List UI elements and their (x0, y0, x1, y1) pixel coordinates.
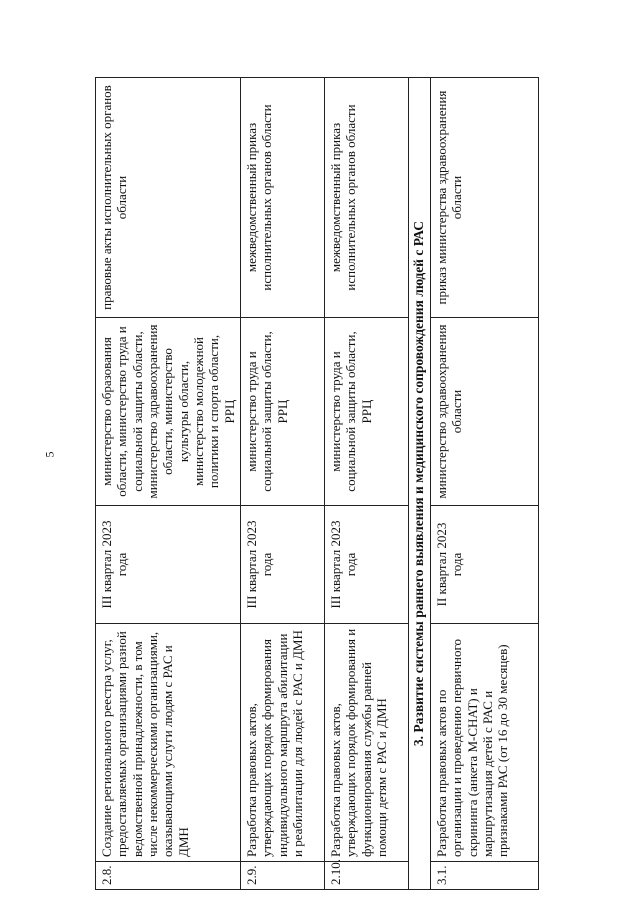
task-cell: Разработка правовых актов по организации и проведению первичного скрининга (анкета M-CHAT) и маршрутизация детей с РАС и признаками РАС (от 16 до 30 месяцев) (430, 624, 538, 862)
landscape-table-wrapper (95, 78, 539, 890)
document-cell: межведомственный приказ исполнительных органов области (324, 78, 408, 318)
section-header-row (408, 78, 430, 890)
row-number: 2.9. (240, 862, 324, 890)
task-cell: Создание регионального реестра услуг, предоставляемых организациями разной ведомственной принадлежности, в том числе некоммерческими организациями, оказывающими услуги людям с РАС и ДМН (96, 624, 241, 862)
document-cell: приказ министерства здравоохранения области (430, 78, 538, 318)
term-cell: III квартал 2023 года (240, 506, 324, 624)
task-cell: Разработка правовых актов, утверждающих порядок формирования индивидуального маршрута абилитации и реабилитации для людей с РАС и ДМН (240, 624, 324, 862)
page-number: 5 (42, 451, 57, 458)
term-cell: III квартал 2023 года (324, 506, 408, 624)
plan-table (95, 77, 539, 890)
row-number: 2.8. (96, 862, 241, 890)
table-row (96, 78, 241, 890)
task-cell: Разработка правовых актов, утверждающих порядок формирования и функционирования службы ранней помощи детям с РАС и ДМН (324, 624, 408, 862)
row-number: 3.1. (430, 862, 538, 890)
document-cell: межведомственный приказ исполнительных органов области (240, 78, 324, 318)
executors-cell: министерство здравоохранения области (430, 318, 538, 506)
executors-cell: министерство образования области, министерство труда и социальной защиты области, министерство здравоохранения области, министерство культуры области, министерство молодежной политики и спорта области, РРЦ (96, 318, 241, 506)
term-cell: III квартал 2023 года (96, 506, 241, 624)
document-cell: правовые акты исполнительных органов области (96, 78, 241, 318)
row-number: 2.10. (324, 862, 408, 890)
executors-cell: министерство труда и социальной защиты области, РРЦ (324, 318, 408, 506)
table-row (430, 78, 538, 890)
section-title: 3. Развитие системы раннего выявления и медицинского сопровождения людей с РАС (408, 78, 430, 890)
term-cell: II квартал 2023 года (430, 506, 538, 624)
table-row (324, 78, 408, 890)
table-row (240, 78, 324, 890)
executors-cell: министерство труда и социальной защиты области, РРЦ (240, 318, 324, 506)
